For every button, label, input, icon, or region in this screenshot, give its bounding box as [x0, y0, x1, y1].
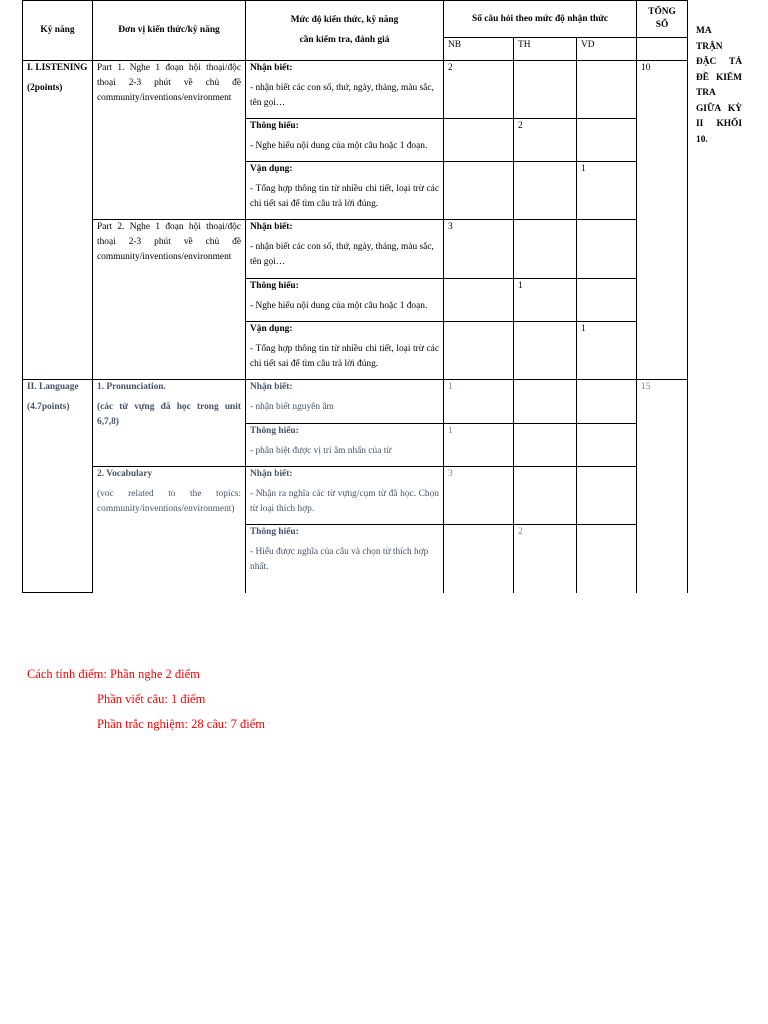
level-desc: - Nghe hiểu nội dung của một câu hoặc 1 đoạn.: [250, 301, 428, 311]
matrix-side-title: [696, 24, 742, 148]
scoring-notes: [27, 662, 265, 737]
nb-count: 1: [444, 424, 514, 467]
level-title: Thông hiểu:: [250, 281, 299, 291]
listening-total: 10: [637, 61, 688, 380]
level-title: Vận dụng:: [250, 324, 293, 334]
nb-count: 3: [444, 467, 514, 525]
header-level-line1: Mức độ kiến thức, kỹ năng: [290, 15, 399, 25]
level-desc: - Hiểu được nghĩa của câu và chọn từ thích hợp nhất.: [250, 547, 429, 572]
pronunciation-thong-hieu: [246, 424, 444, 467]
vd-count: 1: [577, 162, 637, 220]
listening-part1-thong-hieu: [246, 119, 444, 162]
vd-count: [577, 61, 637, 119]
nb-count: [444, 322, 514, 380]
side-title-line: ĐẶC TẢ: [696, 57, 742, 67]
vd-count: [577, 424, 637, 467]
listening-part2-unit: Part 2. Nghe 1 đoạn hội thoại/độc thoại 2-3 phút về chủ đề community/inventions/environment: [93, 220, 246, 380]
vd-count: [577, 467, 637, 525]
th-count: [514, 162, 577, 220]
pronunciation-title: 1. Pronunciation.: [97, 382, 166, 392]
header-level: [246, 1, 444, 61]
level-title: Nhận biết:: [250, 382, 293, 392]
side-title-line: ĐỀ KIỂM: [696, 72, 742, 83]
nb-count: 1: [444, 380, 514, 424]
nb-count: [444, 525, 514, 593]
language-total: 15: [637, 380, 688, 593]
listening-part2-thong-hieu: [246, 279, 444, 322]
level-desc: - Nhận ra nghĩa các từ vựng/cụm từ đã học. Chọn từ loại thích hợp.: [250, 489, 439, 514]
scoring-listening: Cách tính điểm: Phần nghe 2 điểm: [27, 667, 200, 681]
vd-count: [577, 279, 637, 322]
vd-count: [577, 119, 637, 162]
listening-skill-points: (2points): [27, 83, 63, 93]
nb-count: 3: [444, 220, 514, 279]
language-skill-points: (4.7points): [27, 402, 70, 412]
header-nb: NB: [444, 38, 514, 61]
level-title: Nhận biết:: [250, 63, 293, 73]
listening-part1-nhan-biet: [246, 61, 444, 119]
listening-skill-name: I. LISTENING: [27, 63, 88, 73]
listening-part2-nhan-biet: [246, 220, 444, 279]
header-questions: Số câu hỏi theo mức độ nhận thức: [444, 1, 637, 38]
level-desc: - Tổng hợp thông tin từ nhiều chi tiết, loại trừ các chi tiết sai để tìm câu trả lời đúng.: [250, 184, 439, 209]
th-count: 1: [514, 279, 577, 322]
side-title-line: II KHỐI: [696, 119, 742, 129]
th-count: [514, 424, 577, 467]
vd-count: [577, 220, 637, 279]
th-count: [514, 322, 577, 380]
header-total-blank: [637, 38, 688, 61]
language-vocabulary-unit: [93, 467, 246, 593]
language-pronunciation-unit: [93, 380, 246, 467]
th-count: [514, 61, 577, 119]
vocabulary-title: 2. Vocabulary: [97, 469, 153, 479]
listening-part1-unit: Part 1. Nghe 1 đoạn hội thoại/độc thoại 2-3 phút về chủ đề community/inventions/environment: [93, 61, 246, 220]
header-unit: Đơn vị kiến thức/kỹ năng: [93, 1, 246, 61]
nb-count: [444, 279, 514, 322]
level-title: Thông hiểu:: [250, 426, 299, 436]
level-desc: - nhận biết các con số, thứ, ngày, tháng, màu sắc, tên gọi…: [250, 83, 434, 108]
level-title: Nhận biết:: [250, 469, 293, 479]
level-title: Thông hiểu:: [250, 527, 299, 537]
header-skill: Kỹ năng: [23, 1, 93, 61]
level-desc: - Nghe hiểu nội dung của một câu hoặc 1 đoạn.: [250, 141, 428, 151]
pronunciation-nhan-biet: [246, 380, 444, 424]
vocabulary-nhan-biet: [246, 467, 444, 525]
th-count: [514, 380, 577, 424]
language-skill-name: II. Language: [27, 382, 79, 392]
listening-part2-van-dung: [246, 322, 444, 380]
specification-matrix-table: [22, 0, 688, 593]
nb-count: [444, 162, 514, 220]
nb-count: [444, 119, 514, 162]
th-count: [514, 467, 577, 525]
language-skill-cell: [23, 380, 93, 593]
side-title-line: TRẬN: [696, 41, 723, 52]
listening-skill-cell: [23, 61, 93, 380]
vocabulary-thong-hieu: [246, 525, 444, 593]
level-desc: - nhận biết nguyên âm: [250, 402, 334, 412]
vd-count: [577, 380, 637, 424]
pronunciation-desc: (các từ vựng đã học trong unit 6,7,8): [97, 402, 241, 427]
vd-count: 1: [577, 322, 637, 380]
scoring-writing: Phần viết câu: 1 điểm: [97, 692, 206, 706]
side-title-line: TRA: [696, 88, 716, 98]
scoring-multiple-choice: Phần trắc nghiệm: 28 câu: 7 điểm: [97, 717, 266, 731]
level-desc: - phân biệt được vị trí âm nhấn của từ: [250, 446, 392, 456]
header-th: TH: [514, 38, 577, 61]
th-count: 2: [514, 525, 577, 593]
level-title: Nhận biết:: [250, 222, 293, 232]
header-vd: VD: [577, 38, 637, 61]
level-title: Thông hiểu:: [250, 121, 299, 131]
header-total: TỔNG SỐ: [637, 1, 688, 38]
th-count: 2: [514, 119, 577, 162]
level-title: Vận dụng:: [250, 164, 293, 174]
level-desc: - nhận biết các con số, thứ, ngày, tháng, màu sắc, tên gọi…: [250, 242, 434, 267]
side-title-line: GIỮA KỲ: [696, 103, 742, 114]
nb-count: 2: [444, 61, 514, 119]
header-level-line2: cần kiểm tra, đánh giá: [299, 35, 390, 45]
listening-part1-van-dung: [246, 162, 444, 220]
side-title-line: 10.: [696, 134, 708, 145]
side-title-line: MA: [696, 26, 712, 36]
th-count: [514, 220, 577, 279]
vocabulary-desc: (voc related to the topics: community/inventions/environment): [97, 489, 241, 514]
vd-count: [577, 525, 637, 593]
level-desc: - Tổng hợp thông tin từ nhiều chi tiết, loại trừ các chi tiết sai để tìm câu trả lời đúng.: [250, 344, 439, 369]
